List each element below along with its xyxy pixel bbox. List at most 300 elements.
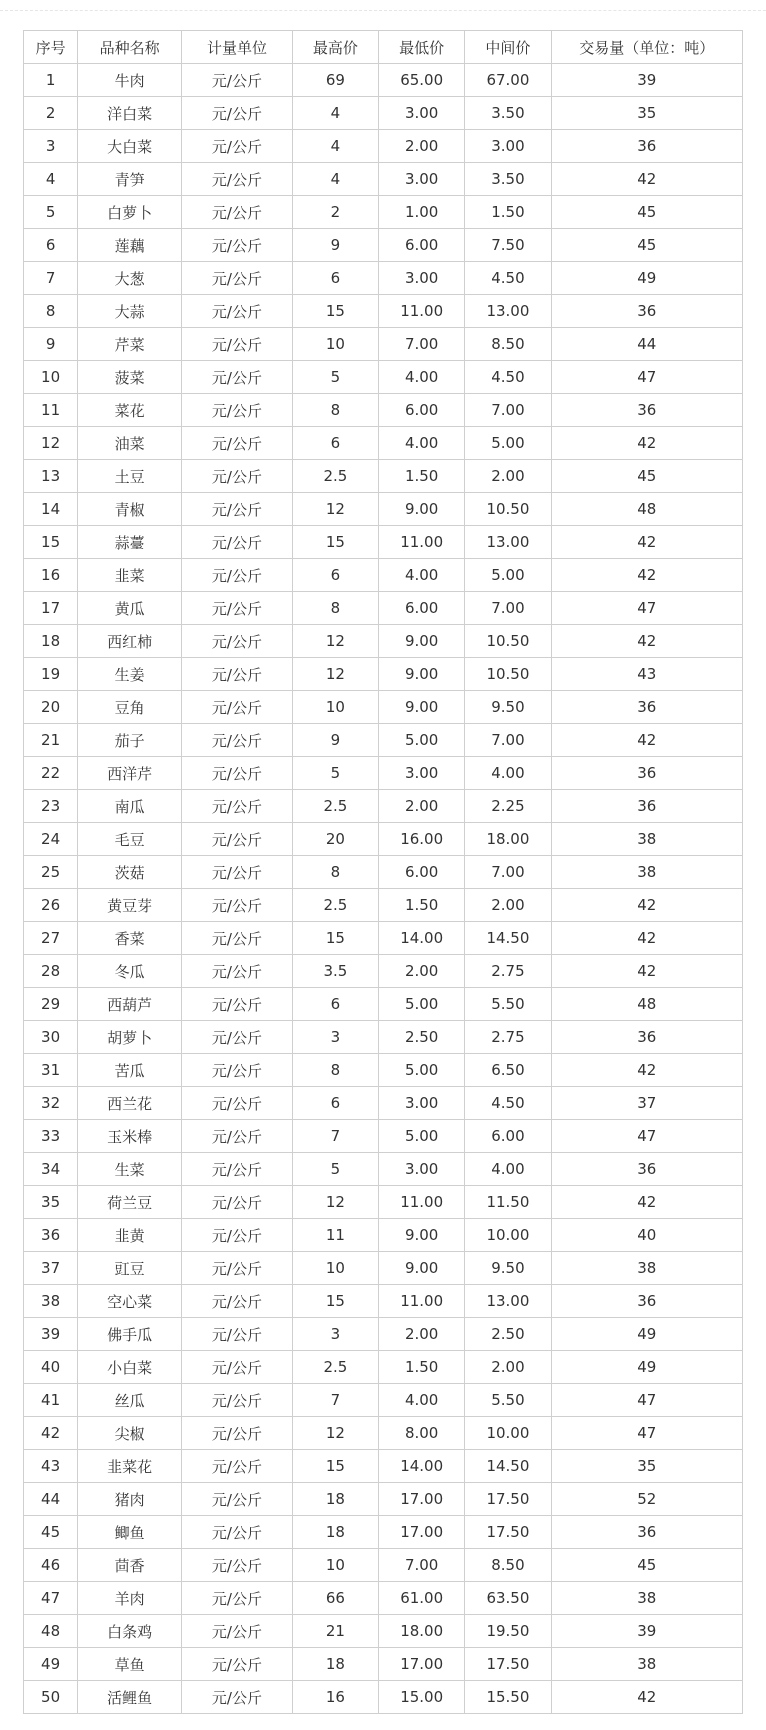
cell-index: 43	[24, 1450, 78, 1483]
cell-unit: 元/公斤	[182, 1582, 293, 1615]
cell-min-price: 3.00	[379, 262, 465, 295]
cell-volume: 36	[551, 394, 742, 427]
header-min-price: 最低价	[379, 31, 465, 64]
cell-index: 49	[24, 1648, 78, 1681]
cell-min-price: 5.00	[379, 724, 465, 757]
cell-unit: 元/公斤	[182, 724, 293, 757]
cell-mid-price: 2.00	[465, 460, 551, 493]
table-row	[24, 658, 743, 691]
cell-index: 10	[24, 361, 78, 394]
cell-variety-name: 猪肉	[78, 1483, 182, 1516]
cell-index: 13	[24, 460, 78, 493]
cell-mid-price: 2.50	[465, 1318, 551, 1351]
cell-volume: 43	[551, 658, 742, 691]
cell-volume: 36	[551, 1285, 742, 1318]
cell-max-price: 4	[292, 130, 378, 163]
cell-mid-price: 4.50	[465, 1087, 551, 1120]
cell-min-price: 14.00	[379, 922, 465, 955]
cell-unit: 元/公斤	[182, 1648, 293, 1681]
header-mid-price: 中间价	[465, 31, 551, 64]
table-row	[24, 460, 743, 493]
cell-variety-name: 黄豆芽	[78, 889, 182, 922]
cell-unit: 元/公斤	[182, 1450, 293, 1483]
cell-max-price: 3.5	[292, 955, 378, 988]
cell-min-price: 3.00	[379, 97, 465, 130]
table-row	[24, 130, 743, 163]
table-row	[24, 691, 743, 724]
table-row	[24, 1318, 743, 1351]
cell-variety-name: 毛豆	[78, 823, 182, 856]
cell-max-price: 21	[292, 1615, 378, 1648]
cell-max-price: 8	[292, 592, 378, 625]
cell-max-price: 12	[292, 1417, 378, 1450]
cell-unit: 元/公斤	[182, 1417, 293, 1450]
cell-max-price: 20	[292, 823, 378, 856]
cell-min-price: 6.00	[379, 856, 465, 889]
cell-index: 29	[24, 988, 78, 1021]
table-row	[24, 1252, 743, 1285]
table-row	[24, 361, 743, 394]
cell-volume: 36	[551, 130, 742, 163]
cell-mid-price: 10.50	[465, 625, 551, 658]
cell-max-price: 9	[292, 229, 378, 262]
cell-variety-name: 鲫鱼	[78, 1516, 182, 1549]
cell-volume: 42	[551, 625, 742, 658]
table-row	[24, 889, 743, 922]
cell-unit: 元/公斤	[182, 1483, 293, 1516]
cell-min-price: 5.00	[379, 1054, 465, 1087]
cell-variety-name: 活鲤鱼	[78, 1681, 182, 1714]
cell-volume: 42	[551, 1054, 742, 1087]
cell-max-price: 6	[292, 427, 378, 460]
table-row	[24, 856, 743, 889]
cell-index: 12	[24, 427, 78, 460]
cell-index: 27	[24, 922, 78, 955]
cell-volume: 44	[551, 328, 742, 361]
cell-min-price: 61.00	[379, 1582, 465, 1615]
cell-mid-price: 10.00	[465, 1417, 551, 1450]
cell-index: 45	[24, 1516, 78, 1549]
cell-min-price: 2.50	[379, 1021, 465, 1054]
cell-max-price: 3	[292, 1021, 378, 1054]
cell-unit: 元/公斤	[182, 130, 293, 163]
cell-max-price: 10	[292, 691, 378, 724]
cell-volume: 35	[551, 1450, 742, 1483]
cell-max-price: 15	[292, 1285, 378, 1318]
cell-index: 34	[24, 1153, 78, 1186]
cell-index: 40	[24, 1351, 78, 1384]
table-row	[24, 1417, 743, 1450]
cell-variety-name: 白萝卜	[78, 196, 182, 229]
cell-min-price: 9.00	[379, 493, 465, 526]
cell-unit: 元/公斤	[182, 526, 293, 559]
cell-index: 17	[24, 592, 78, 625]
cell-mid-price: 10.50	[465, 658, 551, 691]
cell-mid-price: 17.50	[465, 1483, 551, 1516]
cell-unit: 元/公斤	[182, 823, 293, 856]
cell-index: 30	[24, 1021, 78, 1054]
cell-variety-name: 豆角	[78, 691, 182, 724]
cell-max-price: 3	[292, 1318, 378, 1351]
cell-max-price: 10	[292, 328, 378, 361]
cell-variety-name: 羊肉	[78, 1582, 182, 1615]
cell-volume: 42	[551, 427, 742, 460]
cell-index: 23	[24, 790, 78, 823]
cell-unit: 元/公斤	[182, 691, 293, 724]
cell-max-price: 2.5	[292, 790, 378, 823]
table-row	[24, 559, 743, 592]
table-row	[24, 526, 743, 559]
cell-volume: 42	[551, 526, 742, 559]
cell-variety-name: 大蒜	[78, 295, 182, 328]
cell-min-price: 6.00	[379, 229, 465, 262]
cell-index: 19	[24, 658, 78, 691]
cell-min-price: 4.00	[379, 361, 465, 394]
cell-unit: 元/公斤	[182, 757, 293, 790]
cell-volume: 36	[551, 757, 742, 790]
table-body	[24, 64, 743, 1714]
cell-volume: 45	[551, 1549, 742, 1582]
cell-min-price: 11.00	[379, 295, 465, 328]
cell-variety-name: 生菜	[78, 1153, 182, 1186]
cell-min-price: 3.00	[379, 1153, 465, 1186]
cell-unit: 元/公斤	[182, 361, 293, 394]
cell-index: 35	[24, 1186, 78, 1219]
cell-max-price: 2	[292, 196, 378, 229]
cell-max-price: 11	[292, 1219, 378, 1252]
cell-variety-name: 胡萝卜	[78, 1021, 182, 1054]
cell-volume: 36	[551, 790, 742, 823]
cell-min-price: 2.00	[379, 130, 465, 163]
cell-mid-price: 7.00	[465, 724, 551, 757]
cell-max-price: 6	[292, 559, 378, 592]
cell-index: 7	[24, 262, 78, 295]
cell-index: 1	[24, 64, 78, 97]
cell-min-price: 7.00	[379, 1549, 465, 1582]
cell-unit: 元/公斤	[182, 427, 293, 460]
header-volume: 交易量（单位：吨）	[551, 31, 742, 64]
cell-variety-name: 冬瓜	[78, 955, 182, 988]
header-variety-name: 品种名称	[78, 31, 182, 64]
cell-volume: 36	[551, 691, 742, 724]
cell-variety-name: 土豆	[78, 460, 182, 493]
cell-mid-price: 4.00	[465, 757, 551, 790]
cell-min-price: 4.00	[379, 427, 465, 460]
cell-max-price: 5	[292, 1153, 378, 1186]
table-row	[24, 163, 743, 196]
cell-variety-name: 大葱	[78, 262, 182, 295]
cell-volume: 48	[551, 988, 742, 1021]
table-row	[24, 625, 743, 658]
table-row	[24, 955, 743, 988]
cell-min-price: 65.00	[379, 64, 465, 97]
cell-mid-price: 2.75	[465, 955, 551, 988]
cell-variety-name: 丝瓜	[78, 1384, 182, 1417]
cell-min-price: 3.00	[379, 757, 465, 790]
cell-unit: 元/公斤	[182, 493, 293, 526]
cell-max-price: 18	[292, 1648, 378, 1681]
cell-mid-price: 2.25	[465, 790, 551, 823]
cell-variety-name: 菜花	[78, 394, 182, 427]
cell-max-price: 2.5	[292, 889, 378, 922]
cell-unit: 元/公斤	[182, 559, 293, 592]
cell-variety-name: 草鱼	[78, 1648, 182, 1681]
cell-volume: 45	[551, 196, 742, 229]
cell-volume: 52	[551, 1483, 742, 1516]
cell-variety-name: 尖椒	[78, 1417, 182, 1450]
price-table	[23, 30, 743, 1714]
cell-max-price: 15	[292, 295, 378, 328]
cell-mid-price: 3.00	[465, 130, 551, 163]
cell-unit: 元/公斤	[182, 1549, 293, 1582]
cell-unit: 元/公斤	[182, 1384, 293, 1417]
table-row	[24, 592, 743, 625]
cell-volume: 36	[551, 295, 742, 328]
header-unit: 计量单位	[182, 31, 293, 64]
cell-variety-name: 韭菜	[78, 559, 182, 592]
cell-index: 44	[24, 1483, 78, 1516]
cell-volume: 38	[551, 1648, 742, 1681]
cell-volume: 42	[551, 955, 742, 988]
cell-index: 21	[24, 724, 78, 757]
cell-mid-price: 7.00	[465, 856, 551, 889]
cell-min-price: 6.00	[379, 394, 465, 427]
cell-min-price: 1.00	[379, 196, 465, 229]
cell-unit: 元/公斤	[182, 625, 293, 658]
cell-variety-name: 白条鸡	[78, 1615, 182, 1648]
table-header-row	[24, 31, 743, 64]
cell-min-price: 14.00	[379, 1450, 465, 1483]
cell-min-price: 4.00	[379, 559, 465, 592]
cell-index: 4	[24, 163, 78, 196]
cell-unit: 元/公斤	[182, 262, 293, 295]
cell-variety-name: 苦瓜	[78, 1054, 182, 1087]
cell-variety-name: 西红柿	[78, 625, 182, 658]
cell-index: 36	[24, 1219, 78, 1252]
cell-unit: 元/公斤	[182, 1516, 293, 1549]
table-row	[24, 1450, 743, 1483]
cell-min-price: 2.00	[379, 1318, 465, 1351]
cell-volume: 42	[551, 559, 742, 592]
cell-min-price: 9.00	[379, 691, 465, 724]
cell-index: 33	[24, 1120, 78, 1153]
cell-max-price: 69	[292, 64, 378, 97]
cell-min-price: 4.00	[379, 1384, 465, 1417]
cell-index: 39	[24, 1318, 78, 1351]
cell-mid-price: 3.50	[465, 97, 551, 130]
cell-variety-name: 西洋芹	[78, 757, 182, 790]
cell-min-price: 5.00	[379, 988, 465, 1021]
cell-index: 25	[24, 856, 78, 889]
table-row	[24, 1615, 743, 1648]
cell-volume: 45	[551, 229, 742, 262]
cell-min-price: 1.50	[379, 460, 465, 493]
cell-index: 41	[24, 1384, 78, 1417]
cell-index: 48	[24, 1615, 78, 1648]
cell-max-price: 5	[292, 757, 378, 790]
cell-volume: 42	[551, 1186, 742, 1219]
cell-volume: 36	[551, 1516, 742, 1549]
header-index: 序号	[24, 31, 78, 64]
cell-index: 6	[24, 229, 78, 262]
cell-index: 11	[24, 394, 78, 427]
table-row	[24, 1582, 743, 1615]
table-row	[24, 922, 743, 955]
table-row	[24, 1648, 743, 1681]
cell-min-price: 9.00	[379, 658, 465, 691]
table-row	[24, 1219, 743, 1252]
cell-unit: 元/公斤	[182, 295, 293, 328]
cell-max-price: 5	[292, 361, 378, 394]
cell-max-price: 2.5	[292, 1351, 378, 1384]
cell-variety-name: 大白菜	[78, 130, 182, 163]
cell-variety-name: 香菜	[78, 922, 182, 955]
cell-max-price: 18	[292, 1516, 378, 1549]
cell-variety-name: 牛肉	[78, 64, 182, 97]
cell-unit: 元/公斤	[182, 1153, 293, 1186]
cell-min-price: 9.00	[379, 1219, 465, 1252]
cell-unit: 元/公斤	[182, 1615, 293, 1648]
cell-max-price: 6	[292, 1087, 378, 1120]
cell-variety-name: 西兰花	[78, 1087, 182, 1120]
cell-max-price: 8	[292, 1054, 378, 1087]
cell-max-price: 15	[292, 922, 378, 955]
table-row	[24, 1153, 743, 1186]
table-row	[24, 1483, 743, 1516]
cell-index: 2	[24, 97, 78, 130]
cell-unit: 元/公斤	[182, 988, 293, 1021]
cell-max-price: 4	[292, 163, 378, 196]
cell-volume: 38	[551, 1582, 742, 1615]
cell-mid-price: 8.50	[465, 328, 551, 361]
cell-max-price: 15	[292, 526, 378, 559]
cell-unit: 元/公斤	[182, 229, 293, 262]
cell-unit: 元/公斤	[182, 1318, 293, 1351]
cell-mid-price: 2.75	[465, 1021, 551, 1054]
cell-min-price: 17.00	[379, 1516, 465, 1549]
cell-variety-name: 茴香	[78, 1549, 182, 1582]
cell-unit: 元/公斤	[182, 592, 293, 625]
cell-unit: 元/公斤	[182, 1219, 293, 1252]
table-row	[24, 1681, 743, 1714]
cell-unit: 元/公斤	[182, 1681, 293, 1714]
cell-max-price: 10	[292, 1252, 378, 1285]
cell-mid-price: 4.50	[465, 361, 551, 394]
cell-volume: 38	[551, 856, 742, 889]
cell-unit: 元/公斤	[182, 1252, 293, 1285]
cell-index: 38	[24, 1285, 78, 1318]
cell-index: 46	[24, 1549, 78, 1582]
table-row	[24, 229, 743, 262]
cell-mid-price: 9.50	[465, 691, 551, 724]
cell-volume: 39	[551, 64, 742, 97]
cell-mid-price: 13.00	[465, 295, 551, 328]
cell-index: 3	[24, 130, 78, 163]
cell-index: 28	[24, 955, 78, 988]
cell-variety-name: 南瓜	[78, 790, 182, 823]
cell-mid-price: 13.00	[465, 526, 551, 559]
cell-volume: 47	[551, 1120, 742, 1153]
cell-index: 18	[24, 625, 78, 658]
cell-min-price: 11.00	[379, 1285, 465, 1318]
header-max-price: 最高价	[292, 31, 378, 64]
cell-mid-price: 11.50	[465, 1186, 551, 1219]
cell-mid-price: 5.00	[465, 427, 551, 460]
table-row	[24, 1549, 743, 1582]
cell-variety-name: 菠菜	[78, 361, 182, 394]
cell-volume: 47	[551, 361, 742, 394]
cell-mid-price: 63.50	[465, 1582, 551, 1615]
cell-variety-name: 洋白菜	[78, 97, 182, 130]
cell-max-price: 4	[292, 97, 378, 130]
cell-mid-price: 13.00	[465, 1285, 551, 1318]
cell-unit: 元/公斤	[182, 955, 293, 988]
cell-variety-name: 油菜	[78, 427, 182, 460]
cell-index: 47	[24, 1582, 78, 1615]
cell-volume: 48	[551, 493, 742, 526]
cell-mid-price: 8.50	[465, 1549, 551, 1582]
cell-mid-price: 4.00	[465, 1153, 551, 1186]
cell-volume: 42	[551, 724, 742, 757]
cell-volume: 42	[551, 1681, 742, 1714]
table-row	[24, 790, 743, 823]
cell-unit: 元/公斤	[182, 1120, 293, 1153]
cell-variety-name: 荷兰豆	[78, 1186, 182, 1219]
cell-variety-name: 小白菜	[78, 1351, 182, 1384]
table-row	[24, 1087, 743, 1120]
cell-unit: 元/公斤	[182, 460, 293, 493]
cell-min-price: 3.00	[379, 1087, 465, 1120]
cell-min-price: 17.00	[379, 1648, 465, 1681]
cell-mid-price: 17.50	[465, 1648, 551, 1681]
cell-max-price: 12	[292, 625, 378, 658]
cell-index: 42	[24, 1417, 78, 1450]
cell-mid-price: 10.50	[465, 493, 551, 526]
table-row	[24, 493, 743, 526]
cell-mid-price: 7.00	[465, 592, 551, 625]
cell-min-price: 1.50	[379, 889, 465, 922]
cell-min-price: 18.00	[379, 1615, 465, 1648]
cell-volume: 36	[551, 1021, 742, 1054]
cell-mid-price: 1.50	[465, 196, 551, 229]
cell-mid-price: 4.50	[465, 262, 551, 295]
cell-volume: 35	[551, 97, 742, 130]
cell-unit: 元/公斤	[182, 97, 293, 130]
cell-min-price: 11.00	[379, 526, 465, 559]
table-row	[24, 823, 743, 856]
cell-index: 31	[24, 1054, 78, 1087]
cell-max-price: 12	[292, 658, 378, 691]
cell-variety-name: 蒜薹	[78, 526, 182, 559]
cell-volume: 38	[551, 1252, 742, 1285]
cell-mid-price: 2.00	[465, 1351, 551, 1384]
cell-index: 15	[24, 526, 78, 559]
table-row	[24, 1120, 743, 1153]
cell-variety-name: 茨菇	[78, 856, 182, 889]
cell-max-price: 66	[292, 1582, 378, 1615]
cell-unit: 元/公斤	[182, 394, 293, 427]
cell-volume: 42	[551, 163, 742, 196]
cell-volume: 42	[551, 922, 742, 955]
cell-variety-name: 青笋	[78, 163, 182, 196]
cell-variety-name: 莲藕	[78, 229, 182, 262]
cell-variety-name: 韭菜花	[78, 1450, 182, 1483]
table-row	[24, 1384, 743, 1417]
cell-min-price: 9.00	[379, 1252, 465, 1285]
cell-variety-name: 生姜	[78, 658, 182, 691]
cell-max-price: 7	[292, 1384, 378, 1417]
cell-max-price: 16	[292, 1681, 378, 1714]
